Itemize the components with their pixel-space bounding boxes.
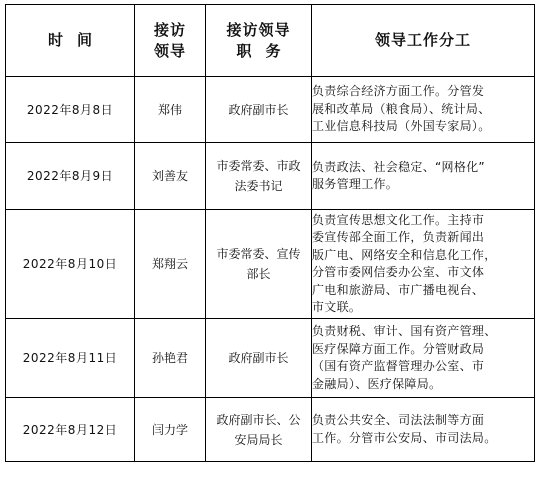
table-row: [6, 77, 535, 143]
post-line: 政府副市长、公: [216, 412, 301, 427]
date-cell: 2022年8月11日: [6, 319, 135, 398]
leader-name-cell: 孙艳君: [135, 319, 206, 398]
post-line: 政府副市长: [228, 102, 289, 117]
header-leader: [135, 5, 206, 77]
work-line: 展和改革局（粮食局）、统计局、: [312, 101, 491, 116]
work-division-cell: [312, 77, 535, 143]
post-line: 部长: [246, 267, 271, 281]
post-line: 市委常委、市政: [216, 159, 301, 173]
table-row: [6, 398, 535, 462]
header-duty-line: 职务: [236, 41, 295, 60]
work-line: 委宣传部全面工作，负责新闻出: [312, 230, 485, 244]
schedule-table: [5, 4, 535, 462]
post-line: 政府副市长: [228, 351, 289, 365]
work-line: 分管市委网信委办公室、市文体: [312, 265, 485, 279]
date-cell: 2022年8月9日: [6, 143, 135, 210]
work-line: 医疗保障方面工作。分管财政局: [312, 341, 485, 356]
work-line: 版广电、网络安全和信息化工作，: [312, 247, 497, 262]
work-line: 负责政法、社会稳定、“网格化”: [312, 159, 485, 174]
work-line: 广电和旅游局、市广播电视台、: [312, 282, 485, 297]
leader-name-cell: 闫力学: [135, 398, 206, 462]
header-date-label: 时间: [47, 31, 106, 49]
work-division-cell: [312, 210, 535, 319]
post-line: 安局局长: [234, 432, 283, 447]
header-duty: [206, 5, 312, 77]
leader-name-cell: 郑翔云: [135, 210, 206, 319]
leader-post-cell: [206, 143, 312, 210]
leader-post-cell: [206, 210, 312, 319]
work-division-cell: [312, 143, 535, 210]
work-line: 工作。分管市公安局、市司法局。: [312, 430, 497, 445]
leader-post-cell: [206, 319, 312, 398]
work-line: 负责综合经济方面工作。分管发: [312, 84, 485, 99]
header-leader-line: 领导: [153, 41, 186, 60]
leader-reception-schedule: [5, 4, 534, 462]
header-row: [6, 5, 535, 77]
work-line: 负责宣传思想文化工作。主持市: [312, 212, 485, 227]
date-cell: 2022年8月12日: [6, 398, 135, 462]
post-line: 市委常委、宣传: [216, 247, 301, 261]
table-row: [6, 143, 535, 210]
table-row: [6, 319, 535, 398]
post-line: 法委书记: [234, 179, 283, 193]
header-work: [312, 5, 535, 77]
leader-post-cell: [206, 77, 312, 143]
work-division-cell: [312, 319, 535, 398]
date-cell: 2022年8月8日: [6, 77, 135, 143]
date-cell: 2022年8月10日: [6, 210, 135, 319]
work-line: 金融局）、医疗保障局。: [312, 376, 442, 391]
work-division-cell: [312, 398, 535, 462]
work-line: （国有资产监督管理办公室、市: [312, 359, 485, 373]
header-duty-line: 接访领导: [226, 20, 291, 39]
header-leader-line: 接访: [153, 20, 186, 39]
work-line: 服务管理工作。: [312, 177, 399, 191]
leader-post-cell: [206, 398, 312, 462]
work-line: 工业信息科技局（外国专家局）。: [312, 119, 491, 134]
leader-name-cell: 刘善友: [135, 143, 206, 210]
work-line: 市文联。: [312, 300, 362, 314]
leader-name-cell: 郑伟: [135, 77, 206, 143]
work-line: 负责公共安全、司法法制等方面: [312, 413, 485, 427]
work-line: 负责财税、审计、国有资产管理、: [312, 324, 497, 338]
table-row: [6, 210, 535, 319]
header-work-label: 领导工作分工: [374, 31, 471, 49]
header-date: [6, 5, 135, 77]
